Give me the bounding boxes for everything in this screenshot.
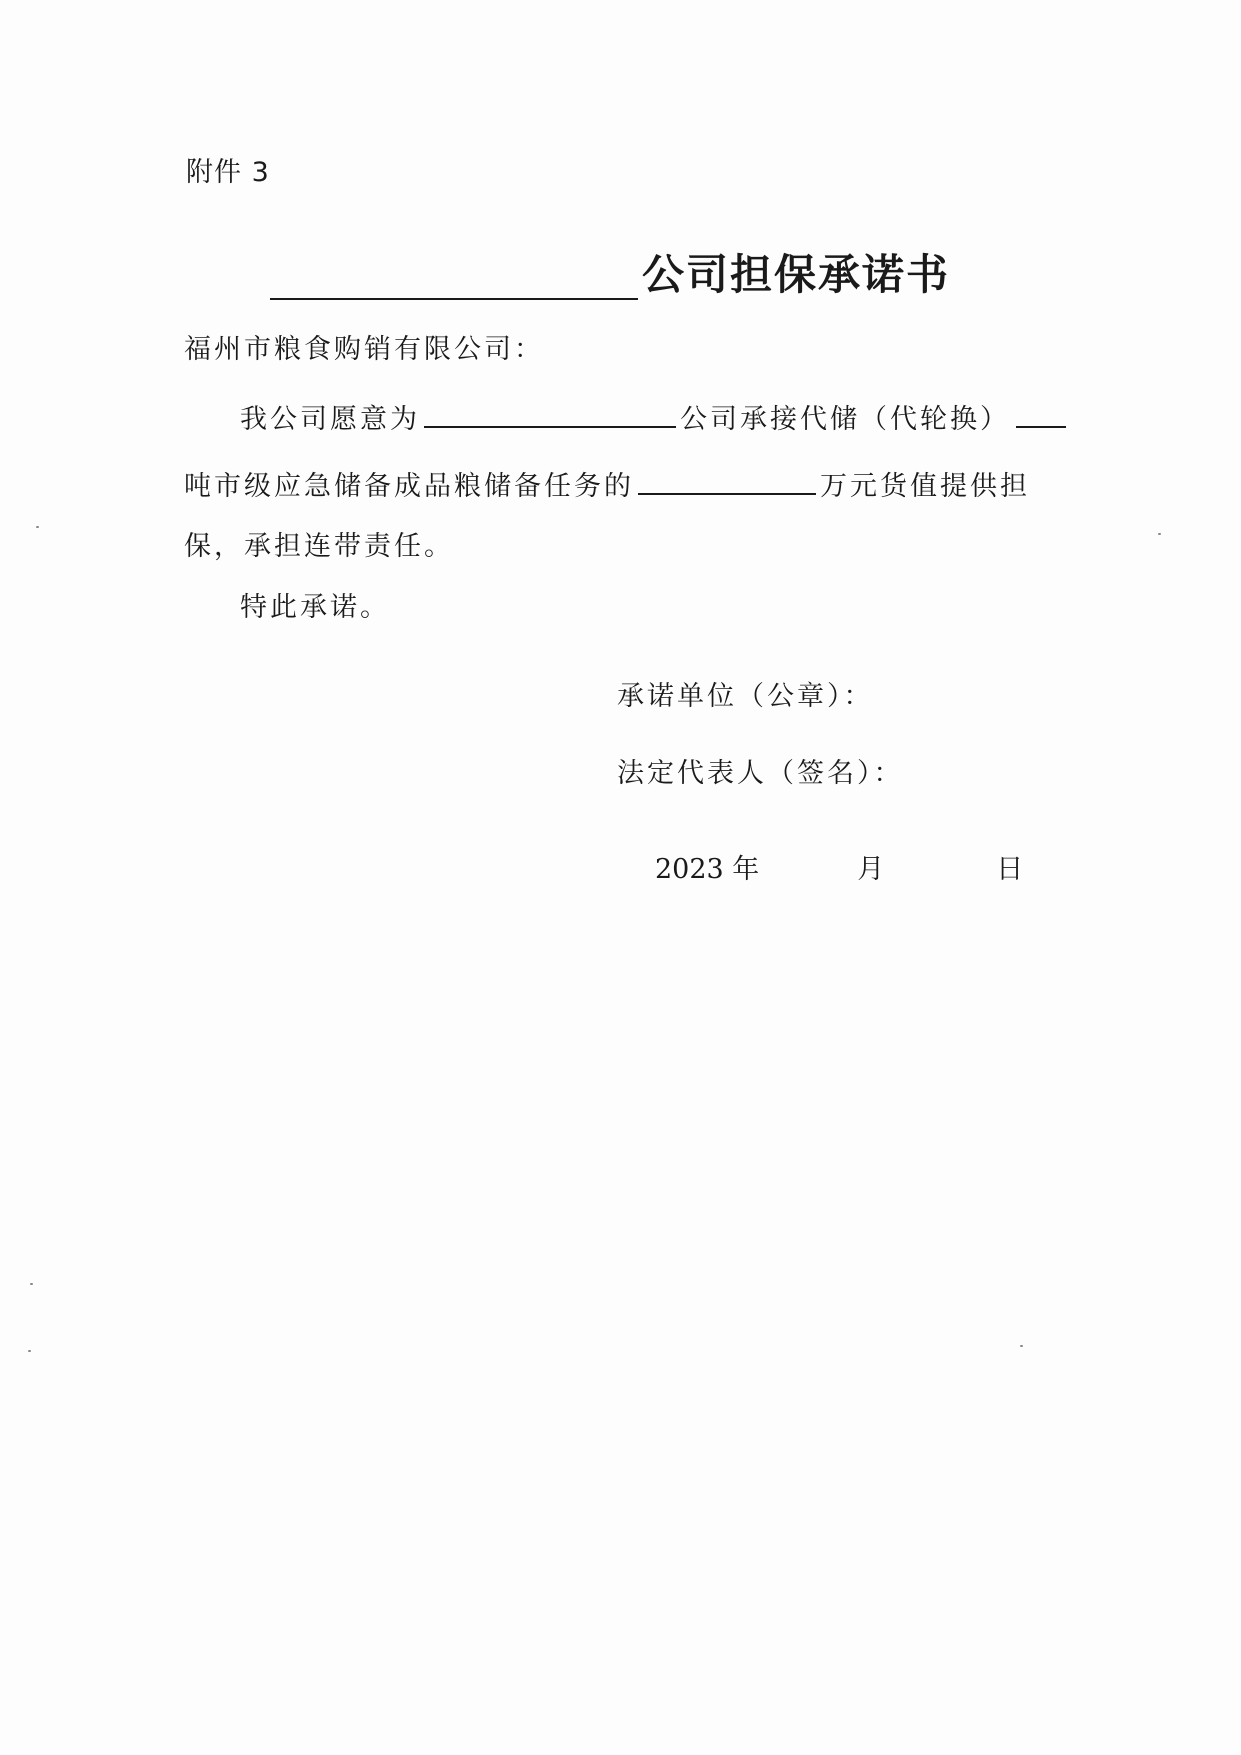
scan-speck: [36, 526, 39, 528]
date-year: 2023 年: [655, 854, 760, 885]
scan-speck: [30, 1283, 33, 1285]
company-name-blank: [424, 398, 676, 428]
title-company-blank: [270, 256, 638, 300]
body-line-1: [240, 398, 1066, 437]
title-row: [270, 250, 950, 300]
body-text: 吨市级应急储备成品粮储备任务的: [184, 471, 634, 502]
scan-speck: [1158, 533, 1161, 535]
attachment-label: 附件 3: [186, 157, 270, 188]
body-line-2: [184, 465, 1030, 504]
body-text: 万元货值提供担: [820, 471, 1030, 502]
date-row: [655, 853, 1023, 887]
amount-blank: [638, 465, 816, 495]
scan-speck: [28, 1350, 31, 1352]
date-day: 日: [996, 854, 1024, 885]
tons-blank: [1016, 398, 1066, 428]
body-line-3: 保，承担连带责任。: [184, 531, 454, 562]
date-month: 月: [857, 854, 885, 885]
closing-text: 特此承诺。: [240, 592, 390, 623]
body-text: 公司承接代储（代轮换）: [680, 404, 1010, 435]
body-text: 我公司愿意为: [240, 404, 420, 435]
addressee: 福州市粮食购销有限公司：: [184, 334, 544, 365]
document-title: 公司担保承诺书: [642, 250, 951, 299]
scan-speck: [1020, 1345, 1023, 1347]
signature-unit-label: 承诺单位（公章）：: [617, 681, 874, 712]
signature-rep-label: 法定代表人（签名）：: [617, 758, 904, 789]
